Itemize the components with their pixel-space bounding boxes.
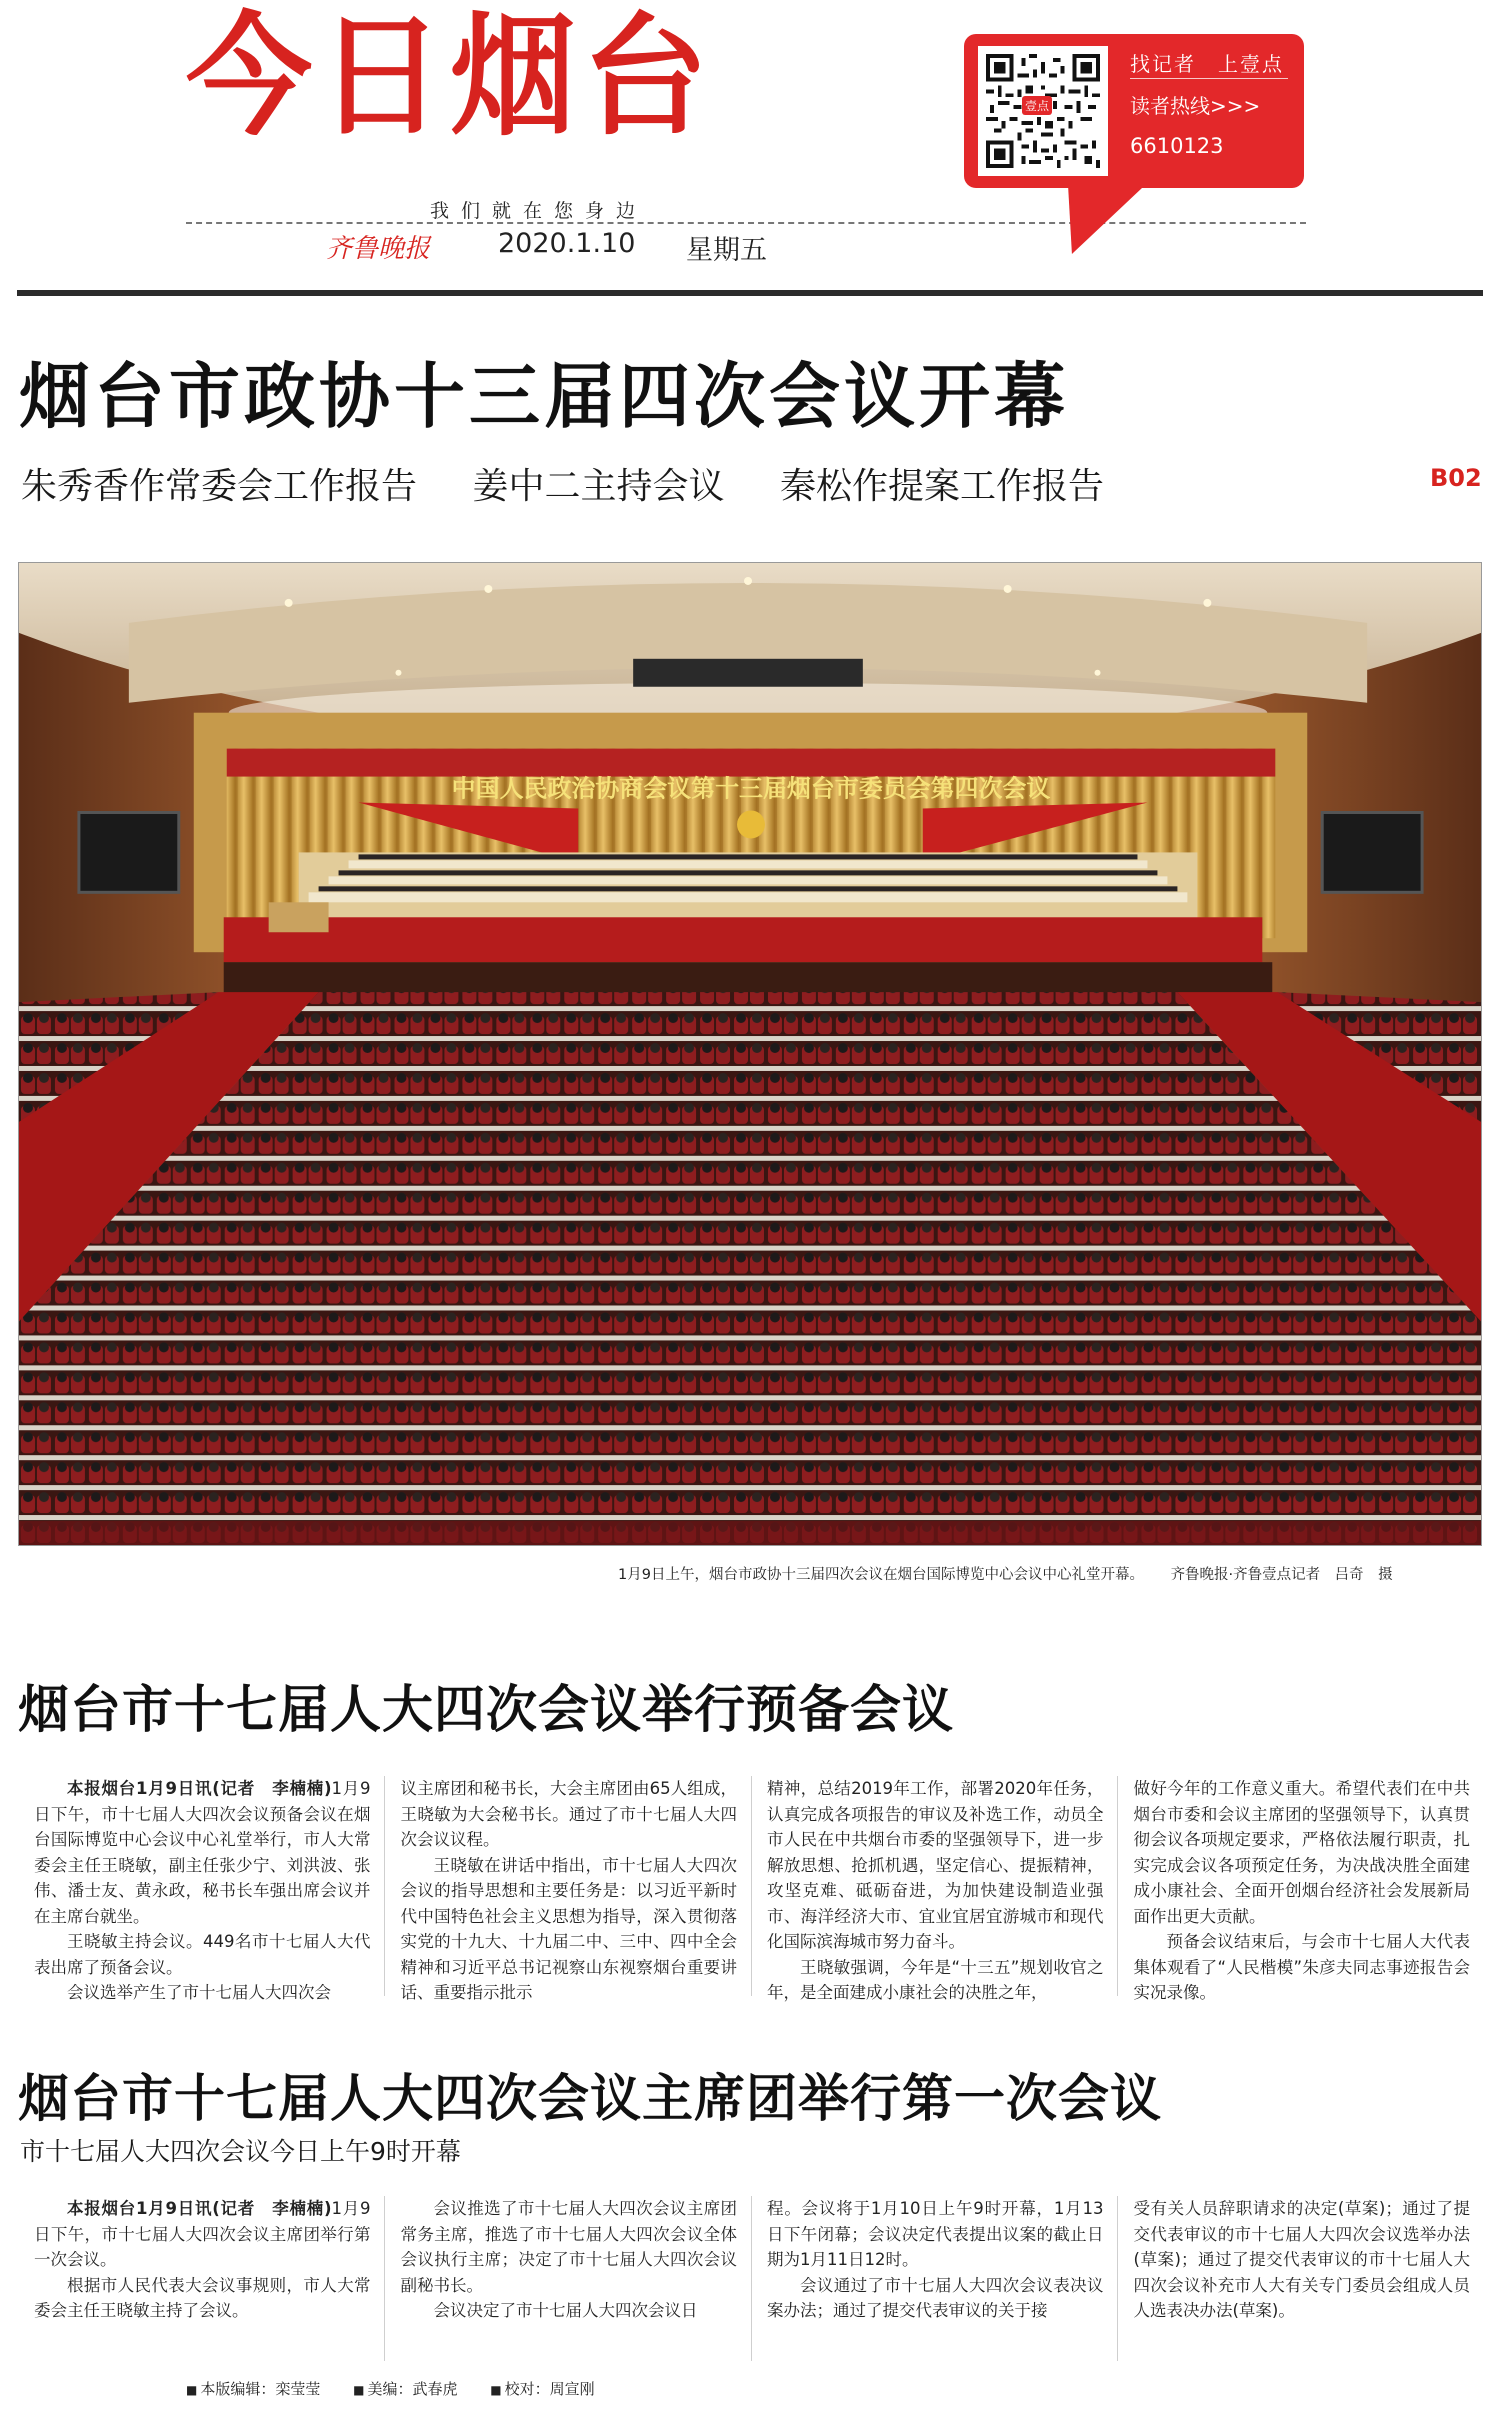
paragraph xyxy=(34,2196,371,2273)
paragraph: 会议通过了市十七届人大四次会议表决议案办法；通过了提交代表审议的关于接 xyxy=(767,2275,1104,2320)
lead-subhead: 朱秀香作常委会工作报告 xyxy=(21,466,418,507)
page-credits xyxy=(186,2378,623,2399)
paragraph: 会议选举产生了市十七届人大四次会 xyxy=(67,1983,331,2002)
paragraph: 王晓敏主持会议。449名市十七届人大代表出席了预备会议。 xyxy=(34,1932,371,1977)
story2-column-4 xyxy=(1118,2196,1485,2361)
paragraph: 会议推选了市十七届人大四次会议主席团常务主席，推选了市十七届人大四次会议全体会议执行主席；决定了市十七届人大四次会议副秘书长。 xyxy=(400,2199,737,2295)
story1-headline: 烟台市十七届人大四次会议举行预备会议 xyxy=(18,1681,955,1740)
newspaper-logo: 今日烟台 xyxy=(186,0,714,154)
qr-badge: 壹点 xyxy=(1022,96,1052,115)
lead-subheads xyxy=(21,458,1148,509)
story2-column-1 xyxy=(18,2196,385,2361)
story2-body xyxy=(18,2196,1484,2361)
issue-weekday: 星期五 xyxy=(686,235,767,266)
paragraph: 受有关人员辞职请求的决定(草案)；通过了提交代表审议的市十七届人大四次会议选举办法(草案)；通过了提交代表审议的市十七届人大四次会议补充市人大有关专门委员会组成人员人选表决办法(草案)。 xyxy=(1133,2199,1470,2320)
paragraph: 议主席团和秘书长，大会主席团由65人组成，王晓敏为大会秘书长。通过了市十七届人大四次会议议程。 xyxy=(400,1779,737,1849)
lead-headline: 烟台市政协十三届四次会议开幕 xyxy=(19,355,1070,438)
story1-body xyxy=(18,1776,1484,2002)
paragraph: 精神，总结2019年工作，部署2020年任务，认真完成各项报告的审议及补选工作，动员全市人民在中共烟台市委的坚强领导下，进一步解放思想、抢抓机遇，坚定信心、提振精神，攻坚克难、砥砺奋进，为加快建设制造业强市、海洋经济大市、宜业宜居宜游城市和现代化国际滨海城市努力奋斗。 xyxy=(767,1779,1104,1951)
paragraph: 做好今年的工作意义重大。希望代表们在中共烟台市委和会议主席团的坚强领导下，认真贯彻会议各项规定要求，严格依法履行职责，扎实完成会议各项预定任务，为决战决胜全面建成小康社会、全面开创烟台经济社会发展新局面作出更大贡献。 xyxy=(1133,1779,1470,1926)
paragraph: 会议决定了市十七届人大四次会议日 xyxy=(433,2301,698,2320)
story1-column-2 xyxy=(385,1776,752,2002)
story1-column-1 xyxy=(18,1776,385,2002)
lead-subhead: 秦松作提案工作报告 xyxy=(779,466,1104,507)
masthead-rule xyxy=(17,290,1483,296)
proofreader-credit: ■ 校对：周宣刚 xyxy=(490,2380,594,2398)
slogan: 我们就在您身边 xyxy=(430,200,648,222)
paragraph: 程。会议将于1月10日上午9时开幕，1月13日下午闭幕；会议决定代表提出议案的截止日期为1月11日12时。 xyxy=(767,2199,1104,2269)
hotline-phone[interactable]: 6610123 xyxy=(1130,134,1224,158)
dateline: 本报烟台1月9日讯(记者 李楠楠) xyxy=(67,2199,332,2218)
paragraph xyxy=(34,1776,371,1929)
hotline-bubble-tail xyxy=(1032,186,1144,254)
story2-headline: 烟台市十七届人大四次会议主席团举行第一次会议 xyxy=(18,2070,1163,2129)
hotline-tagline: 找记者 上壹点 xyxy=(1130,52,1284,76)
story1-column-3 xyxy=(751,1776,1118,2002)
auditorium-photo-illustration xyxy=(19,563,1481,1545)
paragraph: 根据市人民代表大会议事规则，市人大常委会主任王晓敏主持了会议。 xyxy=(34,2275,371,2320)
story1-column-4 xyxy=(1118,1776,1485,2002)
stage-banner-text: 中国人民政治协商会议第十三届烟台市委员会第四次会议 xyxy=(451,774,1051,803)
page-reference[interactable]: B02 xyxy=(1430,464,1482,492)
story2-column-3 xyxy=(751,2196,1118,2361)
photo-caption-text: 1月9日上午，烟台市政协十三届四次会议在烟台国际博览中心会议中心礼堂开幕。 xyxy=(618,1567,1144,1583)
main-photo xyxy=(18,562,1482,1546)
hotline-label: 读者热线>>> xyxy=(1130,94,1261,118)
photo-caption xyxy=(618,1563,1415,1584)
paragraph: 王晓敏在讲话中指出，市十七届人大四次会议的指导思想和主要任务是：以习近平新时代中国特色社会主义思想为指导，深入贯彻落实党的十九大、十九届二中、三中、四中全会精神和习近平总书记视察山东视察烟台重要讲话、重要指示批示 xyxy=(400,1855,737,2002)
hotline-divider xyxy=(1130,78,1288,79)
photo-credit: 齐鲁晚报·齐鲁壹点记者 吕奇 摄 xyxy=(1170,1567,1393,1583)
paragraph-text: 1月9日下午，市十七届人大四次会议预备会议在烟台国际博览中心会议中心礼堂举行，市人大常委会主任王晓敏，副主任张少宁、刘洪波、张伟、潘士友、黄永政，秘书长车强出席会议并在主席台就坐。 xyxy=(34,1779,371,1926)
editor-credit: ■ 本版编辑：栾莹莹 xyxy=(186,2380,320,2398)
qr-code-icon[interactable] xyxy=(978,46,1108,176)
designer-credit: ■ 美编：武春虎 xyxy=(353,2380,457,2398)
paragraph-text: 1月9日下午，市十七届人大四次会议主席团举行第一次会议。 xyxy=(34,2199,371,2269)
paper-name: 齐鲁晚报 xyxy=(326,234,431,264)
issue-date: 2020.1.10 xyxy=(498,228,636,259)
dateline: 本报烟台1月9日讯(记者 李楠楠) xyxy=(67,1779,332,1798)
story2-subhead: 市十七届人大四次会议今日上午9时开幕 xyxy=(20,2137,461,2166)
reader-hotline-box xyxy=(964,34,1304,188)
masthead-dashed-divider xyxy=(186,222,1306,224)
masthead xyxy=(0,0,1500,290)
paragraph: 王晓敏强调，今年是“十三五”规划收官之年，是全面建成小康社会的决胜之年， xyxy=(767,1957,1104,2002)
lead-subhead: 姜中二主持会议 xyxy=(472,466,725,507)
story2-column-2 xyxy=(385,2196,752,2361)
paragraph: 预备会议结束后，与会市十七届人大代表集体观看了“人民楷模”朱彦夫同志事迹报告会实况录像。 xyxy=(1133,1932,1470,2002)
